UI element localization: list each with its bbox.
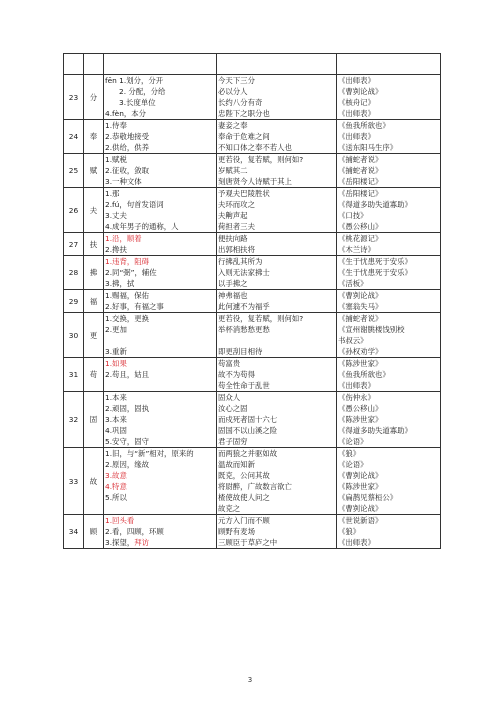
entry-number: 29 xyxy=(64,290,84,313)
meaning-line: 5.安守，固守 xyxy=(105,437,150,446)
example-line: 汝心之固 xyxy=(218,404,248,413)
example-line: 苟富贵 xyxy=(218,359,241,368)
meaning-line: 2.供给，供养 xyxy=(105,143,150,152)
meanings-cell xyxy=(104,515,217,549)
source-line: 《生于忧患死于安乐》 xyxy=(338,268,412,277)
examples-cell xyxy=(217,313,337,358)
example-line: 此何遽不为福乎 xyxy=(218,302,270,311)
meaning-line: 1.回头看 xyxy=(105,516,135,525)
source-line: 《曹刿论战》 xyxy=(338,504,383,513)
sources-cell xyxy=(337,154,441,188)
blank-header-row xyxy=(64,54,441,75)
source-line: 《鱼我所欲也》 xyxy=(338,121,390,130)
example-line: 苟全性命于乱世 xyxy=(218,381,270,390)
source-line: 《世说新语》 xyxy=(338,516,383,525)
source-line: 《捕蛇者说》 xyxy=(338,314,383,323)
meaning-line: 3.一种文体 xyxy=(105,177,142,186)
example-line: 入则无法家拂士 xyxy=(218,268,270,277)
table-row xyxy=(64,392,441,448)
example-line: 忠陛下之职分也 xyxy=(218,109,270,118)
example-line: 不知口体之奉不若人也 xyxy=(218,143,292,152)
meanings-cell xyxy=(104,290,217,313)
table-row xyxy=(64,448,441,515)
sources-cell xyxy=(337,313,441,358)
source-line: 《得道多助失道寡助》 xyxy=(338,200,412,209)
source-line: 《孙权劝学》 xyxy=(338,347,383,356)
source-line: 书叔云》 xyxy=(338,336,368,345)
sources-cell xyxy=(337,75,441,120)
meaning-line: 2.好事，有福之事 xyxy=(105,302,164,311)
meanings-cell xyxy=(104,188,217,233)
example-line: 更若役，复若赋，则何如? xyxy=(218,314,304,323)
sources-cell xyxy=(337,290,441,313)
meaning-line: 1.那 xyxy=(105,189,120,198)
example-line: 更若役，复若赋，则何如? xyxy=(218,155,304,164)
meaning-line: 2. 分配，分给 xyxy=(119,87,166,96)
table-row xyxy=(64,120,441,154)
entry-number: 32 xyxy=(64,392,84,448)
example-line: 以手拂之 xyxy=(218,279,248,288)
entry-character: 奉 xyxy=(84,120,104,154)
entry-character: 分 xyxy=(84,75,104,120)
example-line: 出郭相扶将 xyxy=(218,245,255,254)
example-line: 而戍死者固十六七 xyxy=(218,415,278,424)
source-line: 《曹刿论战》 xyxy=(338,87,383,96)
entry-number: 26 xyxy=(64,188,84,233)
meaning-line: 3.探望，拜访 xyxy=(105,538,150,547)
entry-character: 更 xyxy=(84,313,104,358)
meaning-line: 2.搀扶 xyxy=(105,245,127,254)
example-line: 温故而知新 xyxy=(218,460,255,469)
examples-cell xyxy=(217,358,337,392)
entry-number: 33 xyxy=(64,448,84,515)
meanings-cell xyxy=(104,75,217,120)
entry-character: 苟 xyxy=(84,358,104,392)
table-row xyxy=(64,75,441,120)
meaning-line xyxy=(105,335,215,346)
meaning-line: 3.重新 xyxy=(105,347,127,356)
meanings-cell xyxy=(104,154,217,188)
source-line: 《捕蛇者说》 xyxy=(338,166,383,175)
table-row xyxy=(64,313,441,358)
example-line: 而两狼之并驱如故 xyxy=(218,449,278,458)
examples-cell xyxy=(217,120,337,154)
example-line: 行拂乱其所为 xyxy=(218,257,263,266)
source-line: 《伤仲永》 xyxy=(338,393,375,402)
examples-cell xyxy=(217,75,337,120)
meaning-line: 2.更加 xyxy=(105,325,127,334)
meaning-line: 3.故意 xyxy=(105,471,127,480)
meaning-line: 2.原因，缘故 xyxy=(105,460,150,469)
meaning-line: 4.巩固 xyxy=(105,426,127,435)
meaning-line: 1.违背，阻碍 xyxy=(105,257,150,266)
source-line: 《陈涉世家》 xyxy=(338,359,383,368)
meaning-line: 4.成年男子的通称，人 xyxy=(105,222,179,231)
example-line: 既克，公问其故 xyxy=(218,471,270,480)
entry-character: 福 xyxy=(84,290,104,313)
example-line: 必以分人 xyxy=(218,87,248,96)
meaning-line: 1.沿，顺着 xyxy=(105,234,142,243)
source-line: 《狼》 xyxy=(338,527,361,536)
example-line: 三顾臣于草庐之中 xyxy=(218,538,278,547)
entry-character: 固 xyxy=(84,392,104,448)
meaning-line: 1.本来 xyxy=(105,393,127,402)
examples-cell xyxy=(217,448,337,515)
meaning-line: 3.丈夫 xyxy=(105,211,127,220)
examples-cell xyxy=(217,188,337,233)
meaning-line: 1.侍奉 xyxy=(105,121,127,130)
meaning-line: 1.赐福，保佑 xyxy=(105,291,150,300)
entry-number: 31 xyxy=(64,358,84,392)
meaning-line: 1.交换，更换 xyxy=(105,314,150,323)
sources-cell xyxy=(337,188,441,233)
example-line: 顾野有麦场 xyxy=(218,527,255,536)
source-line: 《宣州谢朓楼饯别校 xyxy=(338,325,405,334)
sources-cell xyxy=(337,120,441,154)
example-line: 刻唐贤今人诗赋于其上 xyxy=(218,177,292,186)
entry-character: 拂 xyxy=(84,256,104,290)
meanings-cell xyxy=(104,448,217,515)
source-line: 《木兰诗》 xyxy=(338,245,375,254)
source-line: 《论语》 xyxy=(338,460,368,469)
examples-cell xyxy=(217,515,337,549)
meaning-line: 3.本来 xyxy=(105,415,127,424)
example-line: 今天下三分 xyxy=(218,76,255,85)
table-row xyxy=(64,358,441,392)
example-line: 举杯消愁愁更愁 xyxy=(218,325,270,334)
source-line: 《出师表》 xyxy=(338,76,375,85)
source-line: 《论语》 xyxy=(338,437,368,446)
entry-number: 34 xyxy=(64,515,84,549)
meaning-line: 2.看，四顾，环顾 xyxy=(105,527,164,536)
entry-character: 故 xyxy=(84,448,104,515)
example-line: 固国不以山溪之险 xyxy=(218,426,278,435)
source-line: 《出师表》 xyxy=(338,381,375,390)
examples-cell xyxy=(217,290,337,313)
entry-number: 24 xyxy=(64,120,84,154)
example-line: 君子固穷 xyxy=(218,437,248,446)
meaning-line: 3.长度单位 xyxy=(119,98,156,107)
entry-number: 30 xyxy=(64,313,84,358)
example-line: 予观夫巴陵胜状 xyxy=(218,189,270,198)
example-line xyxy=(218,335,335,346)
example-line: 便扶向路 xyxy=(218,234,248,243)
examples-cell xyxy=(217,233,337,256)
table-row xyxy=(64,290,441,313)
example-line: 楂使故使人问之 xyxy=(218,493,270,502)
source-line: 《桃花源记》 xyxy=(338,234,383,243)
entry-number: 27 xyxy=(64,233,84,256)
table-row xyxy=(64,154,441,188)
entry-character: 夫 xyxy=(84,188,104,233)
meaning-line: 1.如果 xyxy=(105,359,127,368)
meaning-line: 1.旧，与“新”相对，原来的 xyxy=(105,449,194,458)
sources-cell xyxy=(337,256,441,290)
meaning-line: 2.征收，敛取 xyxy=(105,166,150,175)
vocabulary-table xyxy=(63,53,441,549)
source-line: 《陈涉世家》 xyxy=(338,415,383,424)
source-line: 《狼》 xyxy=(338,449,361,458)
source-line: 《活板》 xyxy=(338,279,368,288)
source-line: 《送东阳马生序》 xyxy=(338,143,398,152)
example-line: 夫环而攻之 xyxy=(218,200,255,209)
sources-cell xyxy=(337,448,441,515)
entry-number: 23 xyxy=(64,75,84,120)
example-line: 将尉醉，广故数言欲亡 xyxy=(218,482,292,491)
sources-cell xyxy=(337,515,441,549)
table-row xyxy=(64,256,441,290)
example-line: 故不为苟得 xyxy=(218,370,255,379)
source-line: 《生于忧患死于安乐》 xyxy=(338,257,412,266)
source-line: 《岳阳楼记》 xyxy=(338,189,383,198)
example-line: 夫齁声起 xyxy=(218,211,248,220)
source-line: 《愚公移山》 xyxy=(338,222,383,231)
source-line: 《鱼我所欲也》 xyxy=(338,370,390,379)
source-line: 《出师表》 xyxy=(338,538,375,547)
example-line: 岁赋其二 xyxy=(218,166,248,175)
meaning-line: fēn 1.划分，分开 xyxy=(105,76,164,85)
source-line: 《出师表》 xyxy=(338,132,375,141)
table-row xyxy=(64,188,441,233)
meanings-cell xyxy=(104,120,217,154)
source-line: 《扁鹊见蔡桓公》 xyxy=(338,493,398,502)
example-line: 故克之 xyxy=(218,504,241,513)
entry-character: 顾 xyxy=(84,515,104,549)
source-line: 《口技》 xyxy=(338,211,368,220)
source-line: 《捕蛇者说》 xyxy=(338,155,383,164)
source-line: 《岳阳楼记》 xyxy=(338,177,383,186)
meaning-line: 3.拂，拭 xyxy=(105,279,135,288)
example-line: 荷担者三夫 xyxy=(218,222,255,231)
example-line: 元方入门而不顾 xyxy=(218,516,270,525)
entry-number: 28 xyxy=(64,256,84,290)
table-row xyxy=(64,515,441,549)
meanings-cell xyxy=(104,392,217,448)
sources-cell xyxy=(337,392,441,448)
source-line: 《愚公移山》 xyxy=(338,404,383,413)
meanings-cell xyxy=(104,358,217,392)
entry-number: 25 xyxy=(64,154,84,188)
meanings-cell xyxy=(104,313,217,358)
example-line: 神弗福也 xyxy=(218,291,248,300)
source-line: 《曹刿论战》 xyxy=(338,291,383,300)
example-line: 妻妾之奉 xyxy=(218,121,248,130)
source-line: 《核舟记》 xyxy=(338,98,375,107)
meaning-line: 2.恭敬地接受 xyxy=(105,132,150,141)
meaning-line: 2.顽固，固执 xyxy=(105,404,150,413)
example-line: 奉命于危难之间 xyxy=(218,132,270,141)
sources-cell xyxy=(337,233,441,256)
source-line: 《曹刿论战》 xyxy=(338,471,383,480)
meaning-line: 1.赋税 xyxy=(105,155,127,164)
page-number: 3 xyxy=(247,676,253,684)
examples-cell xyxy=(217,256,337,290)
source-line: 《得道多助失道寡助》 xyxy=(338,426,412,435)
source-line: 《塞翁失马》 xyxy=(338,302,383,311)
source-line: 《陈涉世家》 xyxy=(338,482,383,491)
example-line: 长约八分有奇 xyxy=(218,98,263,107)
entry-character: 扶 xyxy=(84,233,104,256)
meanings-cell xyxy=(104,233,217,256)
examples-cell xyxy=(217,392,337,448)
meaning-line: 2.苟且，姑且 xyxy=(105,370,150,379)
meaning-line: 2.同“弼”，辅佐 xyxy=(105,268,157,277)
meanings-cell xyxy=(104,256,217,290)
meaning-line: 4.fèn，本分 xyxy=(105,109,147,118)
examples-cell xyxy=(217,154,337,188)
table-row xyxy=(64,233,441,256)
sources-cell xyxy=(337,358,441,392)
meaning-line: 4.特意 xyxy=(105,482,127,491)
meaning-line: 5.所以 xyxy=(105,493,127,502)
entry-character: 赋 xyxy=(84,154,104,188)
example-line: 固众人 xyxy=(218,393,241,402)
example-line: 即更刮目相待 xyxy=(218,347,263,356)
source-line: 《出师表》 xyxy=(338,109,375,118)
meaning-line: 2.fú，句首发语词 xyxy=(105,200,164,209)
